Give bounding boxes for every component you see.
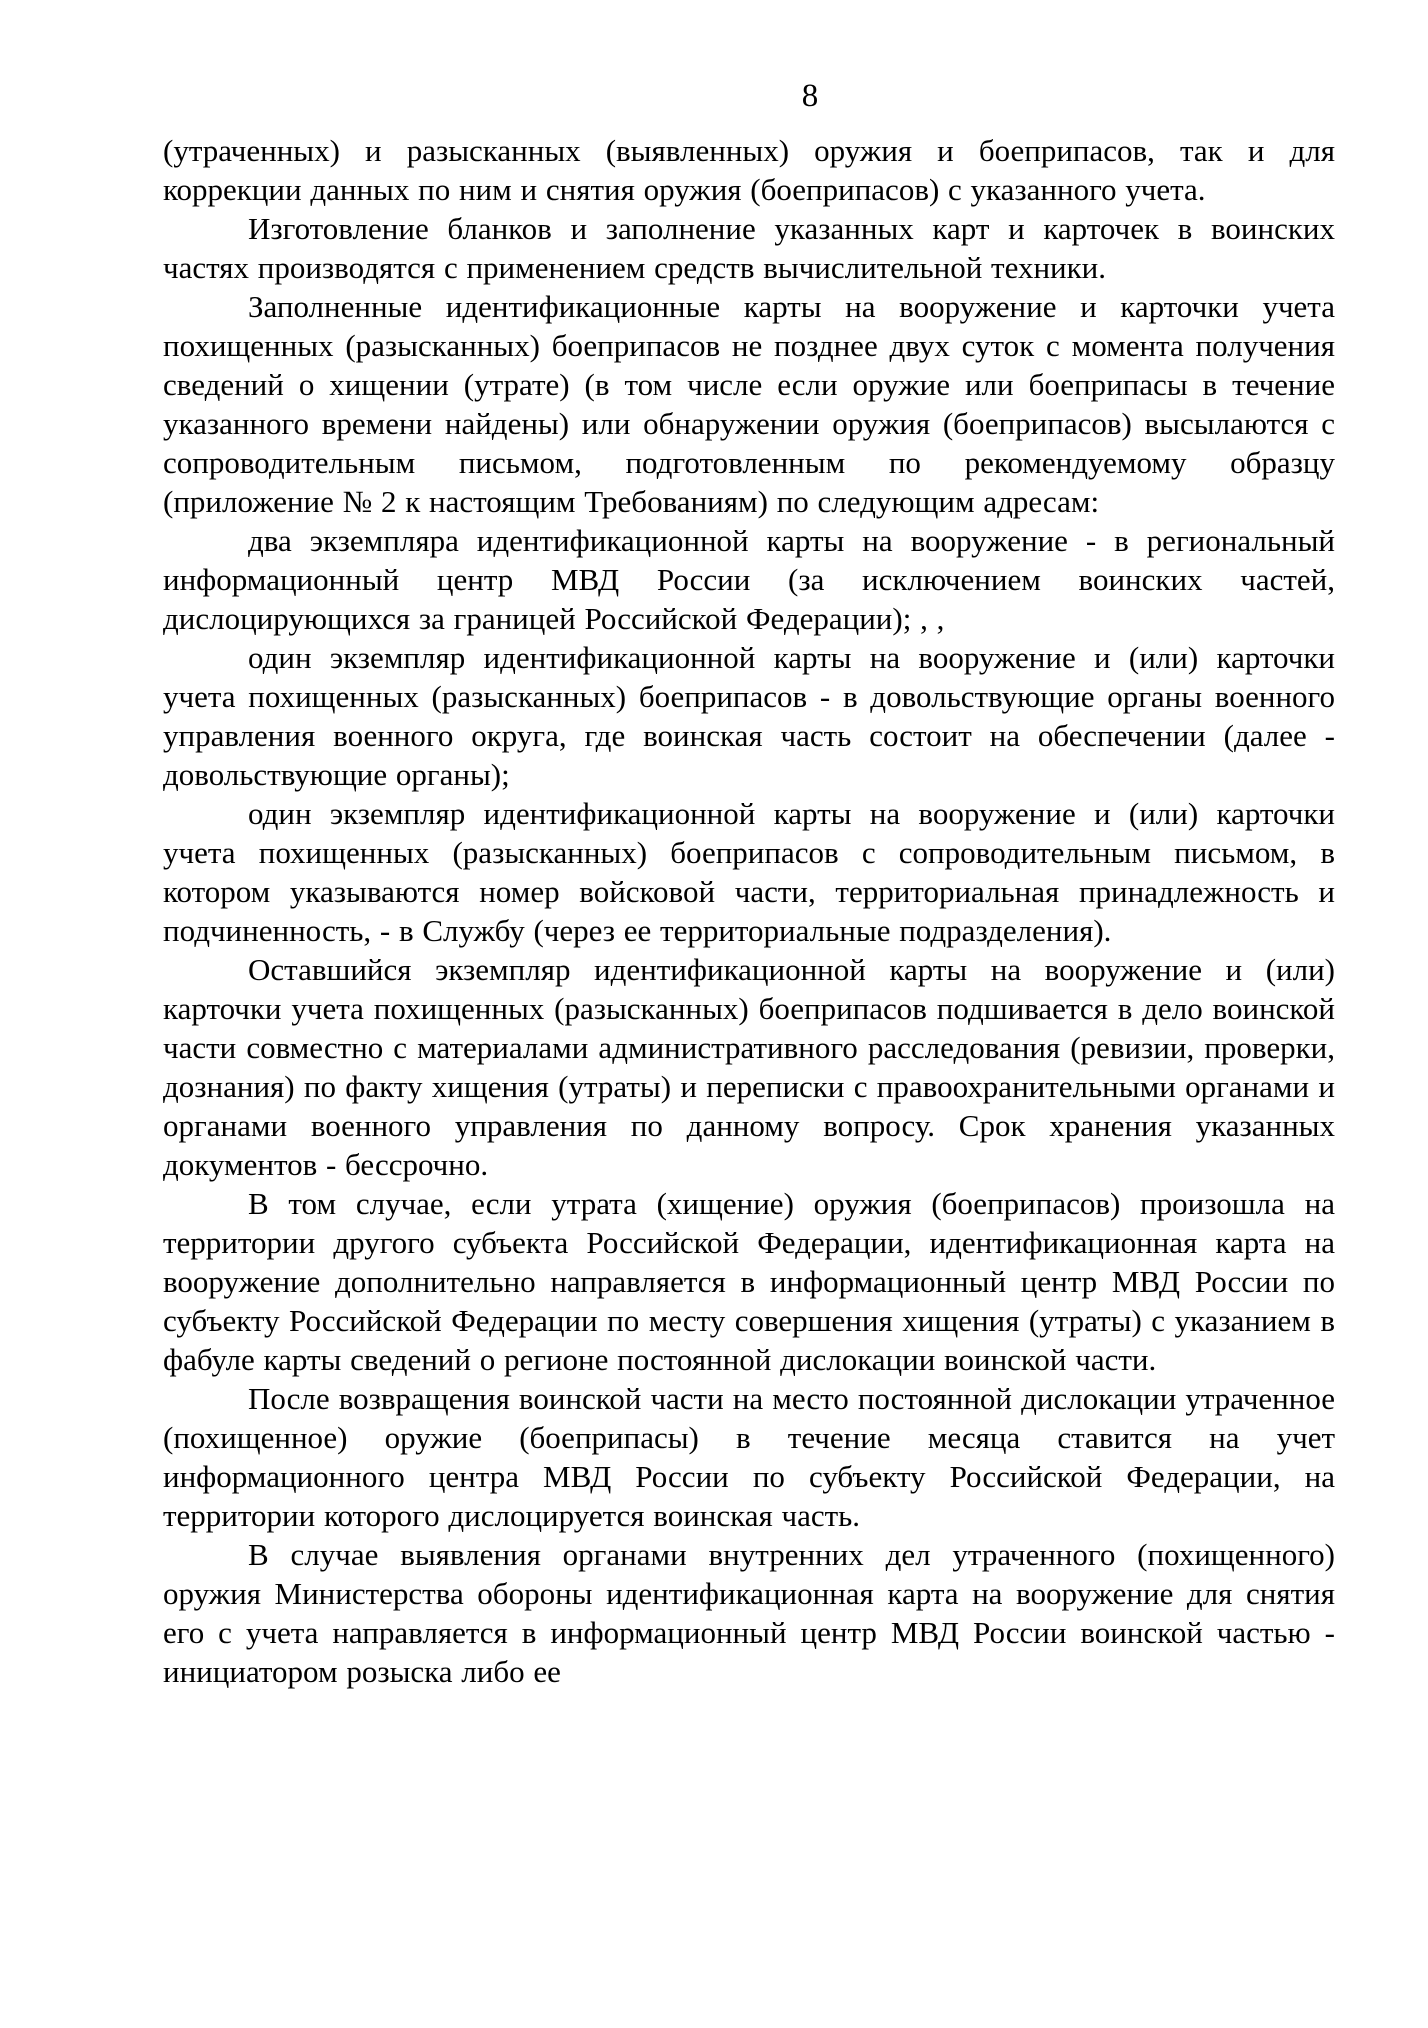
paragraph: После возвращения воинской части на место постоянной дислокации утраченное (похищенное) оружие (боеприпасы) в течение месяца ставится на учет информационного центра МВД России по субъекту Российской Федерации, на территории которого дислоцируется воинская часть.: [163, 1381, 1335, 1533]
paragraph: Изготовление бланков и заполнение указанных карт и карточек в воинских частях производятся с применением средств вычислительной техники.: [163, 211, 1335, 285]
page-number: 8: [801, 78, 819, 114]
paragraph: Заполненные идентификационные карты на вооружение и карточки учета похищенных (разысканных) боеприпасов не позднее двух суток с момента получения сведений о хищении (утрате) (в том числе если оружие или боеприпасы в течение указанного времени найдены) или обнаружении оружия (боеприпасов) высылаются с сопроводительным письмом, подготовленным по рекомендуемому образцу (приложение № 2 к настоящим Требованиям) по следующим адресам:: [163, 289, 1335, 519]
paragraph: (утраченных) и разысканных (выявленных) оружия и боеприпасов, так и для коррекции данных по ним и снятия оружия (боеприпасов) с указанного учета.: [163, 133, 1335, 207]
paragraph: один экземпляр идентификационной карты на вооружение и (или) карточки учета похищенных (разысканных) боеприпасов - в довольствующие органы военного управления военного округа, где воинская часть состоит на обеспечении (далее - довольствующие органы);: [163, 640, 1335, 792]
document-body: [163, 131, 1335, 1691]
paragraph: один экземпляр идентификационной карты на вооружение и (или) карточки учета похищенных (разысканных) боеприпасов с сопроводительным письмом, в котором указываются номер войсковой части, территориальная принадлежность и подчиненность, - в Службу (через ее территориальные подразделения).: [163, 796, 1335, 948]
paragraph: Оставшийся экземпляр идентификационной карты на вооружение и (или) карточки учета похищенных (разысканных) боеприпасов подшивается в дело воинской части совместно с материалами административного расследования (ревизии, проверки, дознания) по факту хищения (утраты) и переписки с правоохранительными органами и органами военного управления по данному вопросу. Срок хранения указанных документов - бессрочно.: [163, 952, 1335, 1182]
paragraph: два экземпляра идентификационной карты на вооружение - в региональный информационный центр МВД России (за исключением воинских частей, дислоцирующихся за границей Российской Федерации); , ,: [163, 523, 1335, 636]
paragraph: В случае выявления органами внутренних дел утраченного (похищенного) оружия Министерства обороны идентификационная карта на вооружение для снятия его с учета направляется в информационный центр МВД России воинской частью - инициатором розыска либо ее: [163, 1537, 1335, 1689]
paragraph: В том случае, если утрата (хищение) оружия (боеприпасов) произошла на территории другого субъекта Российской Федерации, идентификационная карта на вооружение дополнительно направляется в информационный центр МВД России по субъекту Российской Федерации по месту совершения хищения (утраты) с указанием в фабуле карты сведений о регионе постоянной дислокации воинской части.: [163, 1186, 1335, 1377]
